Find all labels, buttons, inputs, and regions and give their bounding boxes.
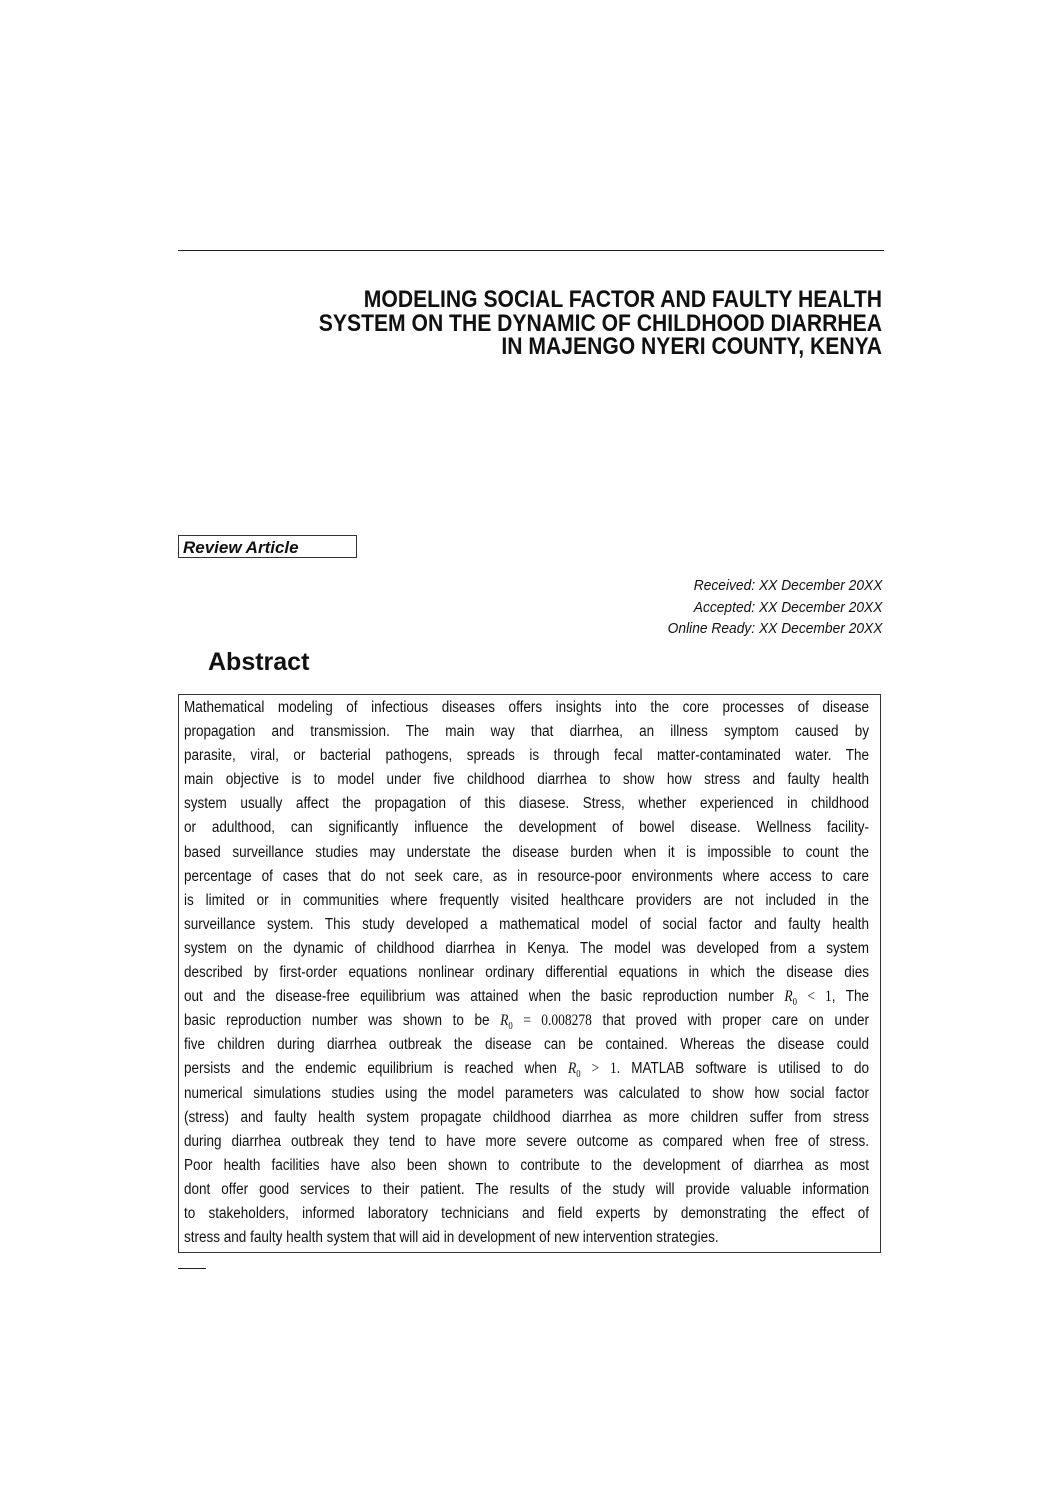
abstract-line: or adulthood, can significantly influence the development of bowel disease. Wellness facility- [184,819,869,837]
abstract-line: five children during diarrhea outbreak the disease can be contained. Whereas the disease could [184,1036,869,1054]
abstract-line: numerical simulations studies using the model parameters was calculated to show how social factor [184,1084,869,1102]
r0-symbol [567,1060,581,1081]
title-line: SYSTEM ON THE DYNAMIC OF CHILDHOOD DIARRHEA [318,309,882,337]
abstract-heading: Abstract [208,648,310,676]
text-segment: that proved with proper care on under [591,1012,869,1030]
text-segment: basic reproduction number was shown to be [184,1012,501,1030]
abstract-line: to stakeholders, informed laboratory technicians and field experts by demonstrating the effect of [184,1204,869,1222]
text-segment: persists and the endemic equilibrium is reached when [184,1060,568,1078]
abstract-line: (stress) and faulty health system propagate childhood diarrhea as more children suffer from stress [184,1108,869,1126]
abstract-line: based surveillance studies may understate the disease burden when it is impossible to count the [184,843,869,861]
r-symbol: R [500,1012,509,1030]
abstract-line: system on the dynamic of childhood diarrhea in Kenya. The model was developed from a system [184,939,869,957]
title-line: IN MAJENGO NYERI COUNTY, KENYA [501,333,882,360]
abstract-line: dont offer good services to their patient. The results of the study will provide valuable information [184,1180,869,1198]
text-segment: , The [831,988,869,1006]
online-date: Online Ready: XX December 20XX [667,620,882,637]
abstract-line: stress and faulty health system that will aid in development of new intervention strategies. [184,1229,719,1247]
article-type-badge: Review Article [178,535,357,558]
header-rule [178,250,884,251]
r0-symbol [500,1012,513,1033]
abstract-line: Mathematical modeling of infectious diseases offers insights into the core processes of disease [184,699,869,716]
paper-title [319,288,882,359]
text-segment: out and the disease-free equilibrium was attained when the basic reproduction number [184,988,785,1006]
abstract-text [184,696,869,1250]
abstract-line: system usually affect the propagation of this diasese. Stress, whether experienced in childhood [184,795,869,813]
title-line: MODELING SOCIAL FACTOR AND FAULTY HEALTH [363,286,882,313]
math-expression: > 1. [591,1060,621,1078]
abstract-line [184,985,869,1009]
footnote-rule [178,1268,206,1269]
abstract-line [184,1057,869,1081]
text-segment: MATLAB software is utilised to do [620,1060,869,1078]
r-subscript: 0 [508,1021,513,1033]
abstract-line: described by first-order equations nonlinear ordinary differential equations in which the disease dies [184,964,869,982]
r-symbol: R [567,1060,577,1078]
r0-symbol [784,988,797,1009]
r-subscript: 0 [792,997,797,1009]
abstract-line: percentage of cases that do not seek care, as in resource-poor environments where access to care [184,867,869,885]
abstract-line: parasite, viral, or bacterial pathogens, spreads is through fecal matter-contaminated water. The [184,747,869,765]
abstract-line: Poor health facilities have also been shown to contribute to the development of diarrhea as most [184,1156,869,1174]
r-symbol: R [784,988,793,1006]
abstract-line [184,1009,869,1033]
math-expression: = 0.008278 [523,1012,592,1030]
accepted-date: Accepted: XX December 20XX [693,598,882,616]
abstract-line: propagation and transmission. The main way that diarrhea, an illness symptom caused by [184,723,869,741]
abstract-line: main objective is to model under five childhood diarrhea to show how stress and faulty health [184,771,869,789]
abstract-line: is limited or in communities where frequently visited healthcare providers are not included in the [184,891,869,909]
abstract-line: surveillance system. This study developed a mathematical model of social factor and faulty health [184,915,869,933]
r-subscript: 0 [576,1069,581,1081]
publication-dates [667,575,882,640]
abstract-box [178,694,881,1253]
abstract-line: during diarrhea outbreak they tend to have more severe outcome as compared when free of stress. [184,1132,869,1150]
math-expression: < 1 [807,988,832,1006]
received-date: Received: XX December 20XX [693,577,882,594]
